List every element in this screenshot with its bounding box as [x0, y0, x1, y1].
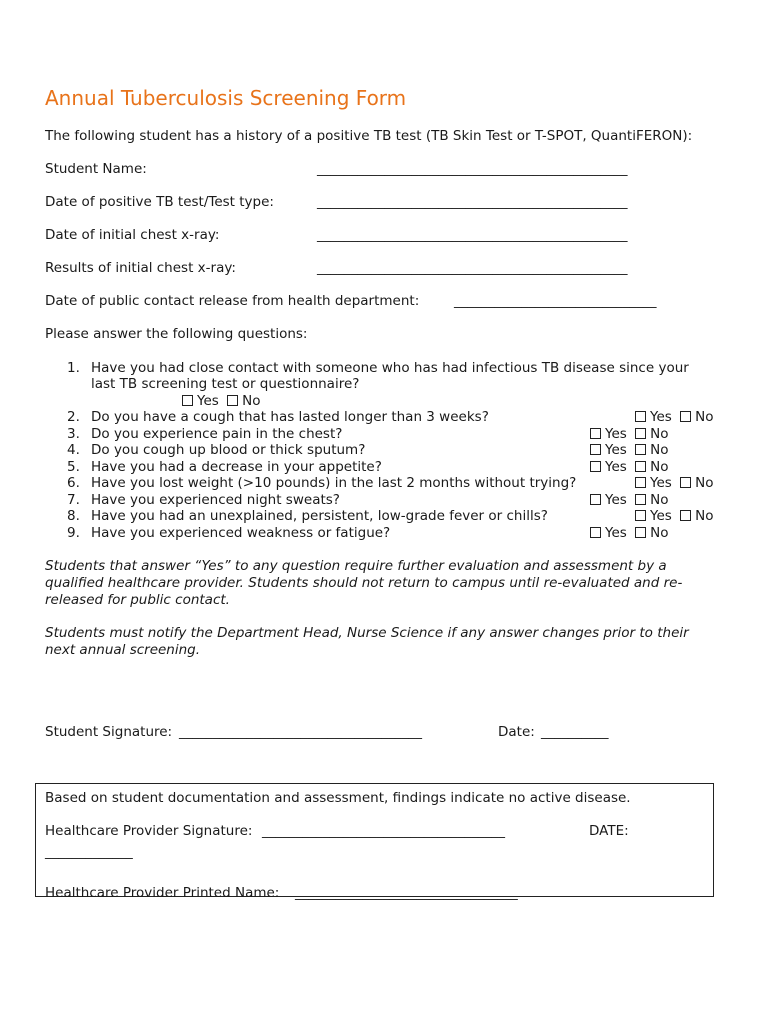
question-text: Have you lost weight (>10 pounds) in the last 2 months without trying? [91, 475, 577, 491]
yes-checkbox[interactable] [182, 395, 193, 406]
student-name-field[interactable]: ______________________________________________ [317, 161, 628, 177]
student-signature-field[interactable]: ____________________________________ [179, 724, 422, 740]
provider-name-label: Healthcare Provider Printed Name: [45, 885, 280, 901]
no-checkbox[interactable] [635, 494, 646, 505]
yes-checkbox[interactable] [590, 494, 601, 505]
xray-results-label: Results of initial chest x-ray: [45, 260, 236, 276]
provider-signature-field[interactable]: ____________________________________ [262, 823, 505, 839]
questions-intro: Please answer the following questions: [45, 326, 308, 342]
yes-no-options: Yes No [635, 508, 713, 524]
no-checkbox[interactable] [635, 444, 646, 455]
yes-checkbox[interactable] [635, 510, 646, 521]
no-checkbox[interactable] [635, 428, 646, 439]
question-text: Have you experienced weakness or fatigue? [91, 525, 391, 541]
tb-test-date-label: Date of positive TB test/Test type: [45, 194, 274, 210]
contact-release-label: Date of public contact release from health department: [45, 293, 420, 309]
notification-notice: Students must notify the Department Head, Nurse Science if any answer changes prior to their next annual screening. [45, 625, 689, 658]
contact-release-field[interactable]: ______________________________ [454, 293, 657, 309]
yes-no-options: Yes No [590, 426, 668, 442]
question-number: 3. [67, 426, 80, 442]
yes-checkbox[interactable] [590, 461, 601, 472]
question-text: Have you had close contact with someone who has had infectious TB disease since your [91, 360, 689, 376]
xray-results-field[interactable]: ______________________________________________ [317, 260, 628, 276]
yes-checkbox[interactable] [590, 428, 601, 439]
student-signature-label: Student Signature: [45, 724, 173, 740]
question-text: Have you had a decrease in your appetite? [91, 459, 382, 475]
question-text: Do you experience pain in the chest? [91, 426, 343, 442]
no-checkbox[interactable] [680, 510, 691, 521]
question-number: 4. [67, 442, 80, 458]
xray-date-label: Date of initial chest x-ray: [45, 227, 220, 243]
question-number: 8. [67, 508, 80, 524]
question-number: 6. [67, 475, 80, 491]
provider-date-label: DATE: [589, 823, 629, 839]
provider-statement: Based on student documentation and assessment, findings indicate no active disease. [45, 790, 631, 806]
yes-no-options: Yes No [182, 393, 260, 409]
question-text: Have you had an unexplained, persistent, low-grade fever or chills? [91, 508, 548, 524]
intro-text: The following student has a history of a positive TB test (TB Skin Test or T-SPOT, QuantiFERON): [45, 128, 693, 144]
question-text: Have you experienced night sweats? [91, 492, 340, 508]
yes-no-options: Yes No [590, 492, 668, 508]
signature-date-label: Date: [498, 724, 535, 740]
tb-test-date-field[interactable]: ______________________________________________ [317, 194, 628, 210]
yes-checkbox[interactable] [590, 444, 601, 455]
no-checkbox[interactable] [680, 477, 691, 488]
signature-date-field[interactable]: __________ [541, 724, 609, 740]
yes-no-options: Yes No [635, 409, 713, 425]
yes-checkbox[interactable] [635, 477, 646, 488]
form-title: Annual Tuberculosis Screening Form [45, 86, 407, 110]
evaluation-notice: Students that answer “Yes” to any question require further evaluation and assessment by a qualified healthcare provider. Students should not return to campus until re-evaluated and re-released for public contact. [45, 558, 683, 608]
no-checkbox[interactable] [635, 461, 646, 472]
xray-date-field[interactable]: ______________________________________________ [317, 227, 628, 243]
yes-checkbox[interactable] [635, 411, 646, 422]
yes-no-options: Yes No [590, 525, 668, 541]
no-checkbox[interactable] [227, 395, 238, 406]
question-number: 9. [67, 525, 80, 541]
question-text: Do you cough up blood or thick sputum? [91, 442, 366, 458]
question-text-continued: last TB screening test or questionnaire? [91, 376, 360, 392]
question-number: 1. [67, 360, 80, 376]
yes-checkbox[interactable] [590, 527, 601, 538]
yes-no-options: Yes No [635, 475, 713, 491]
provider-signature-label: Healthcare Provider Signature: [45, 823, 253, 839]
provider-date-field[interactable]: _____________ [45, 844, 133, 860]
question-number: 2. [67, 409, 80, 425]
provider-name-field[interactable]: _________________________________ [295, 885, 518, 901]
question-number: 5. [67, 459, 80, 475]
yes-no-options: Yes No [590, 442, 668, 458]
student-name-label: Student Name: [45, 161, 147, 177]
no-checkbox[interactable] [680, 411, 691, 422]
no-checkbox[interactable] [635, 527, 646, 538]
question-text: Do you have a cough that has lasted longer than 3 weeks? [91, 409, 489, 425]
question-number: 7. [67, 492, 80, 508]
yes-no-options: Yes No [590, 459, 668, 475]
